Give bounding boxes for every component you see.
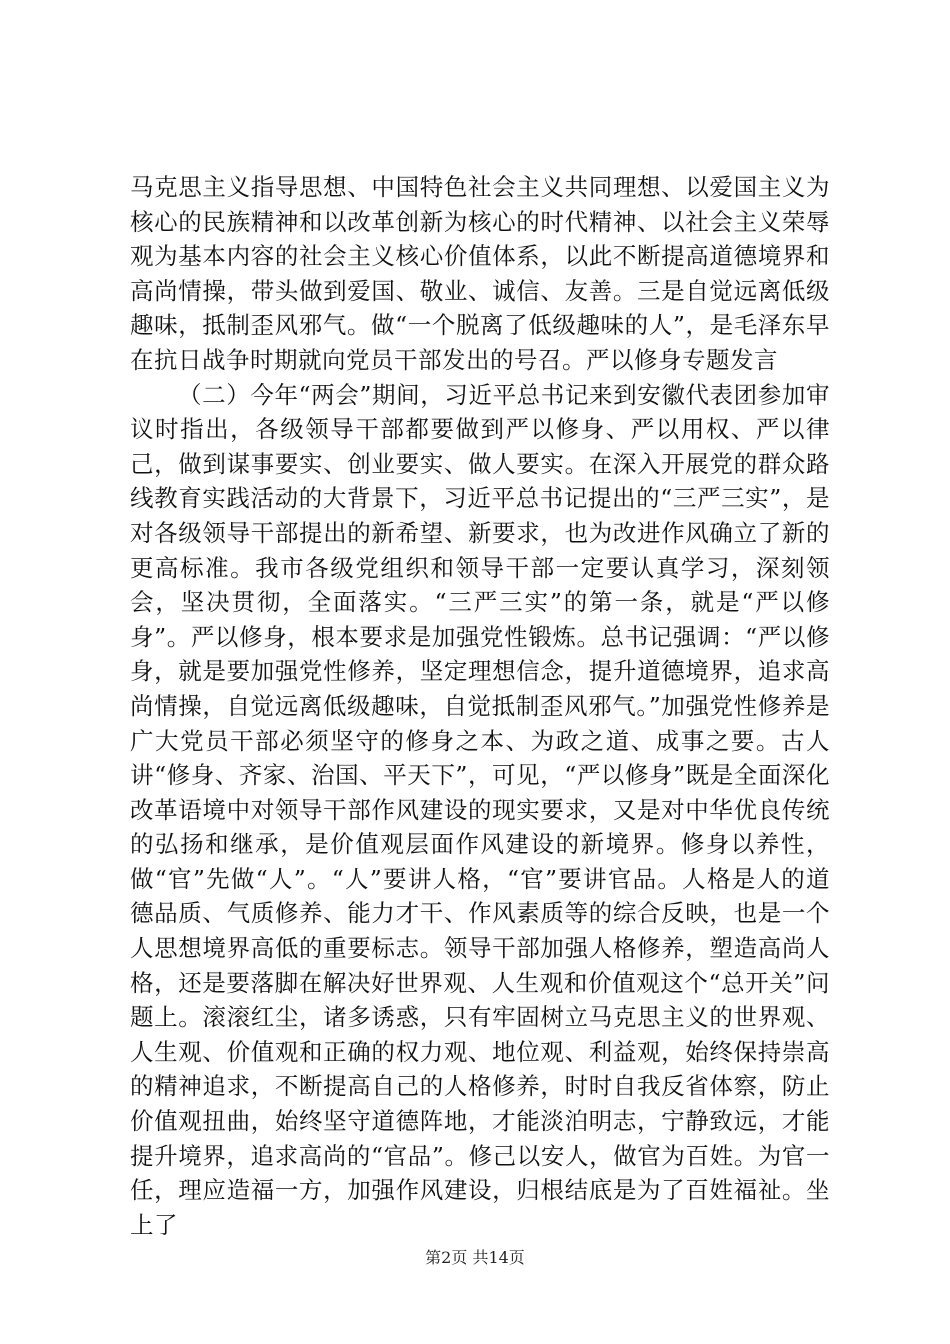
paragraph-continued: 马克思主义指导思想、中国特色社会主义共同理想、以爱国主义为核心的民族精神和以改革创新为核心的时代精神、以社会主义荣辱观为基本内容的社会主义核心价值体系，以此不断提高道德境界和高尚情操，带头做到爱国、敬业、诚信、友善。三是自觉远离低级趣味，抵制歪风邪气。做“一个脱离了低级趣味的人”，是毛泽东早在抗日战争时期就向党员干部发出的号召。严以修身专题发言 (130, 173, 830, 374)
document-body (130, 170, 830, 1242)
paragraph-section-two: （二）今年“两会”期间，习近平总书记来到安徽代表团参加审议时指出，各级领导干部都要做到严以修身、严以用权、严以律己，做到谋事要实、创业要实、做人要实。在深入开展党的群众路线教育实践活动的大背景下，习近平总书记提出的“三严三实”，是对各级领导干部提出的新希望、新要求，也为改进作风确立了新的更高标准。我市各级党组织和领导干部一定要认真学习，深刻领会，坚决贯彻，全面落实。“三严三实”的第一条，就是“严以修身”。严以修身，根本要求是加强党性锻炼。总书记强调：“严以修身，就是要加强党性修养，坚定理想信念，提升道德境界，追求高尚情操，自觉远离低级趣味，自觉抵制歪风邪气。”加强党性修养是广大党员干部必须坚守的修身之本、为政之道、成事之要。古人讲“修身、齐家、治国、平天下”，可见，“严以修身”既是全面深化改革语境中对领导干部作风建设的现实要求，又是对中华优良传统的弘扬和继承，是价值观层面作风建设的新境界。修身以养性，做“官”先做“人”。“人”要讲人格，“官”要讲官品。人格是人的道德品质、气质修养、能力才干、作风素质等的综合反映，也是一个人思想境界高低的重要标志。领导干部加强人格修养，塑造高尚人格，还是要落脚在解决好世界观、人生观和价值观这个“总开关”问题上。滚滚红尘，诸多诱惑，只有牢固树立马克思主义的世界观、人生观、价值观和正确的权力观、地位观、利益观，始终保持崇高的精神追求，不断提高自己的人格修养，时时自我反省体察，防止价值观扭曲，始终坚守道德阵地，才能淡泊明志，宁静致远，才能提升境界，追求高尚的“官品”。修己以安人，做官为百姓。为官一任，理应造福一方，加强作风建设，归根结底是为了百姓福祉。坐上了 (130, 380, 830, 1239)
page-number-label: 第2页 共14页 (425, 1248, 525, 1267)
page-footer (0, 1245, 950, 1268)
